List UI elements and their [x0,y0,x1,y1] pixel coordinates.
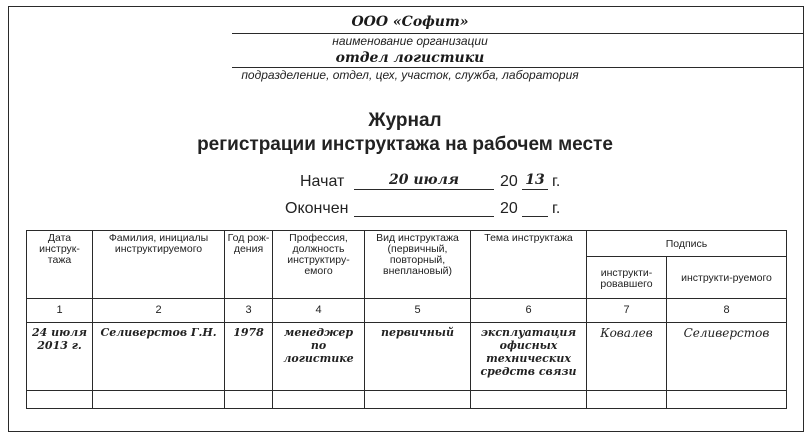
started-year-prefix: 20 [500,173,518,190]
column-number: 1 [27,299,93,323]
started-year-suffix: г. [552,173,561,190]
journal-table [26,230,787,409]
organization-caption: наименование организации [332,34,488,48]
finished-label: Окончен [285,200,349,217]
started-label: Начат [300,173,345,190]
col-header-sig-instructor: инструкти-ровавшего [587,257,667,299]
empty-cell [667,391,787,409]
column-number: 8 [667,299,787,323]
cell-birth-year: 1978 [225,323,273,391]
empty-cell [587,391,667,409]
col-header-birth-year: Год рож-дения [225,231,273,299]
journal-title: Журнал [368,110,442,131]
organization-name: ООО «Софит» [351,14,469,30]
empty-cell [93,391,225,409]
finished-date-field [354,199,494,217]
finished-year-field [522,199,548,217]
col-header-date: Дата инструк-тажа [27,231,93,299]
col-header-profession: Профессия, должность инструктиру-емого [273,231,365,299]
col-header-signature: Подпись [587,231,787,257]
column-number-row [27,299,787,323]
cell-topic: эксплуатация офисных технических средств связи [471,323,587,391]
column-number: 5 [365,299,471,323]
empty-cell [225,391,273,409]
empty-cell [471,391,587,409]
column-number: 3 [225,299,273,323]
col-header-type: Вид инструктажа (первичный, повторный, внеплановый) [365,231,471,299]
column-number: 7 [587,299,667,323]
journal-subtitle: регистрации инструктажа на рабочем месте [197,134,613,155]
cell-profession: менеджер по логистике [273,323,365,391]
started-year-field: 13 [522,172,548,190]
column-number: 6 [471,299,587,323]
cell-type: первичный [365,323,471,391]
finished-year-prefix: 20 [500,200,518,217]
cell-date: 24 июля 2013 г. [27,323,93,391]
empty-cell [365,391,471,409]
cell-sig-instructor: Ковалев [587,323,667,391]
started-date-field: 20 июля [354,172,494,190]
empty-row [27,391,787,409]
header-row [27,231,787,257]
finished-year-suffix: г. [552,200,561,217]
table-row [27,323,787,391]
empty-cell [27,391,93,409]
column-number: 4 [273,299,365,323]
cell-name: Селиверстов Г.Н. [93,323,225,391]
col-header-name: Фамилия, инициалы инструктируемого [93,231,225,299]
empty-cell [273,391,365,409]
col-header-sig-instructed: инструкти-руемого [667,257,787,299]
col-header-topic: Тема инструктажа [471,231,587,299]
column-number: 2 [93,299,225,323]
department-caption: подразделение, отдел, цех, участок, служба, лаборатория [241,68,579,82]
department-name: отдел логистики [335,50,485,66]
cell-sig-instructed: Селиверстов [667,323,787,391]
